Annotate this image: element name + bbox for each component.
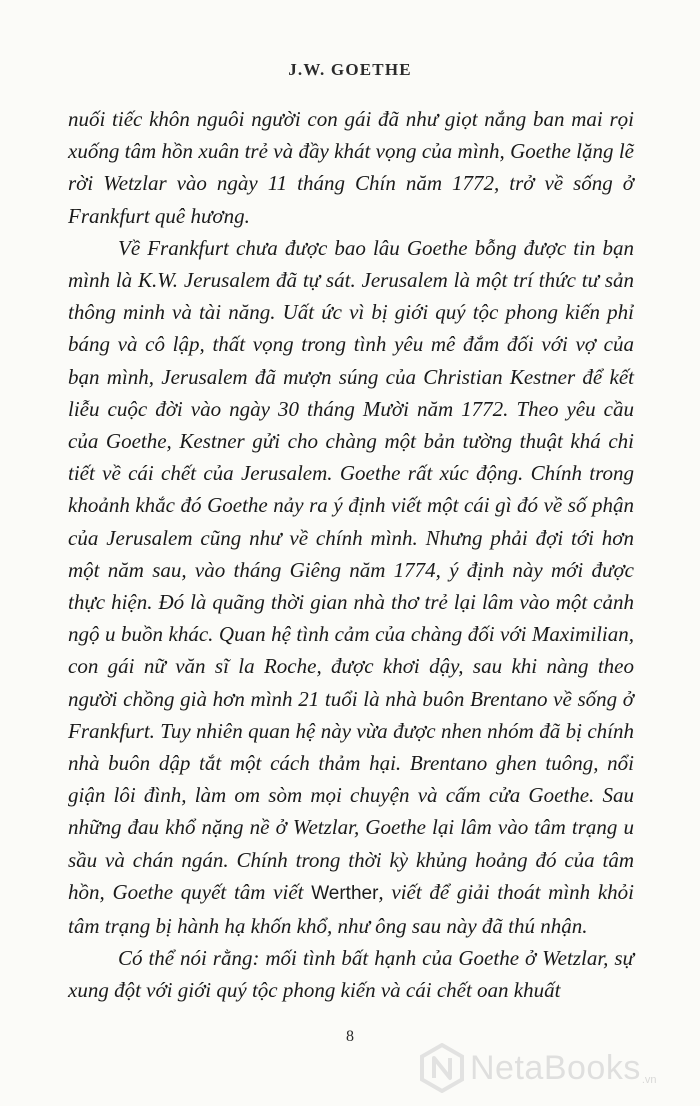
paragraph-2-end: , viết để giải thoát mình khỏi tâm trạng bị hành hạ khốn khổ, như ông sau này đã thú nhận.	[68, 879, 634, 939]
paragraph-2	[68, 232, 634, 942]
paragraph-1: nuối tiếc khôn nguôi người con gái đã như giọt nắng ban mai rọi xuống tâm hồn xuân trẻ và đầy khát vọng của mình, Goethe lặng lẽ rời Wetzlar vào ngày 11 tháng Chín năm 1772, trở về sống ở Frankfurt quê hương.	[68, 107, 634, 228]
paragraph-2-text: Về Frankfurt chưa được bao lâu Goethe bỗng được tin bạn mình là K.W. Jerusalem đã tự sát. Jerusalem là một trí thức tư sản thông minh và tài năng. Uất ức vì bị giới quý tộc phong kiến phỉ báng và cô lập, thất vọng trong tình yêu mê đắm đối với vợ của bạn mình, Jerusalem đã mượn súng của Christian Kestner để kết liễu cuộc đời vào ngày 30 tháng Mười năm 1772. Theo yêu cầu của Goethe, Kestner gửi cho chàng một bản tường thuật khá chi tiết về cái chết của Jerusalem. Goethe rất xúc động. Chính trong khoảnh khắc đó Goethe nảy ra ý định viết một cái gì đó về số phận của Jerusalem cũng như về chính mình. Nhưng phải đợi tới hơn một năm sau, vào tháng Giêng năm 1774, ý định này mới được thực hiện. Đó là quãng thời gian nhà thơ trẻ lại lâm vào một cảnh ngộ u buồn khác. Quan hệ tình cảm của chàng đối với Maximilian, con gái nữ văn sĩ la Roche, được khơi dậy, sau khi nàng theo người chồng già hơn mình 21 tuổi là nhà buôn Brentano về sống ở Frankfurt. Tuy nhiên quan hệ này vừa được nhen nhóm đã bị chính nhà buôn dập tắt một cách thảm hại. Brentano ghen tuông, nổi giận lôi đình, làm om sòm mọi chuyện và cấm cửa Goethe. Sau những đau khổ nặng nề ở Wetzlar, Goethe lại lâm vào tâm trạng u sầu và chán ngán. Chính trong thời kỳ khủng hoảng đó của tâm hồn, Goethe quyết tâm viết	[68, 235, 634, 904]
body-text	[68, 103, 634, 1007]
page-number: 8	[346, 1028, 354, 1045]
watermark-suffix: .vn	[641, 1074, 657, 1086]
watermark-brand: NetaBooks	[470, 1049, 641, 1087]
watermark	[420, 1040, 657, 1096]
netabooks-logo-icon	[420, 1043, 464, 1093]
paragraph-3: Có thể nói rằng: mối tình bất hạnh của Goethe ở Wetzlar, sự xung đột với giới quý tộc phong kiến và cái chết oan khuất	[68, 946, 634, 1003]
book-title-werther: Werther	[311, 882, 379, 904]
running-head: J.W. GOETHE	[288, 60, 412, 79]
